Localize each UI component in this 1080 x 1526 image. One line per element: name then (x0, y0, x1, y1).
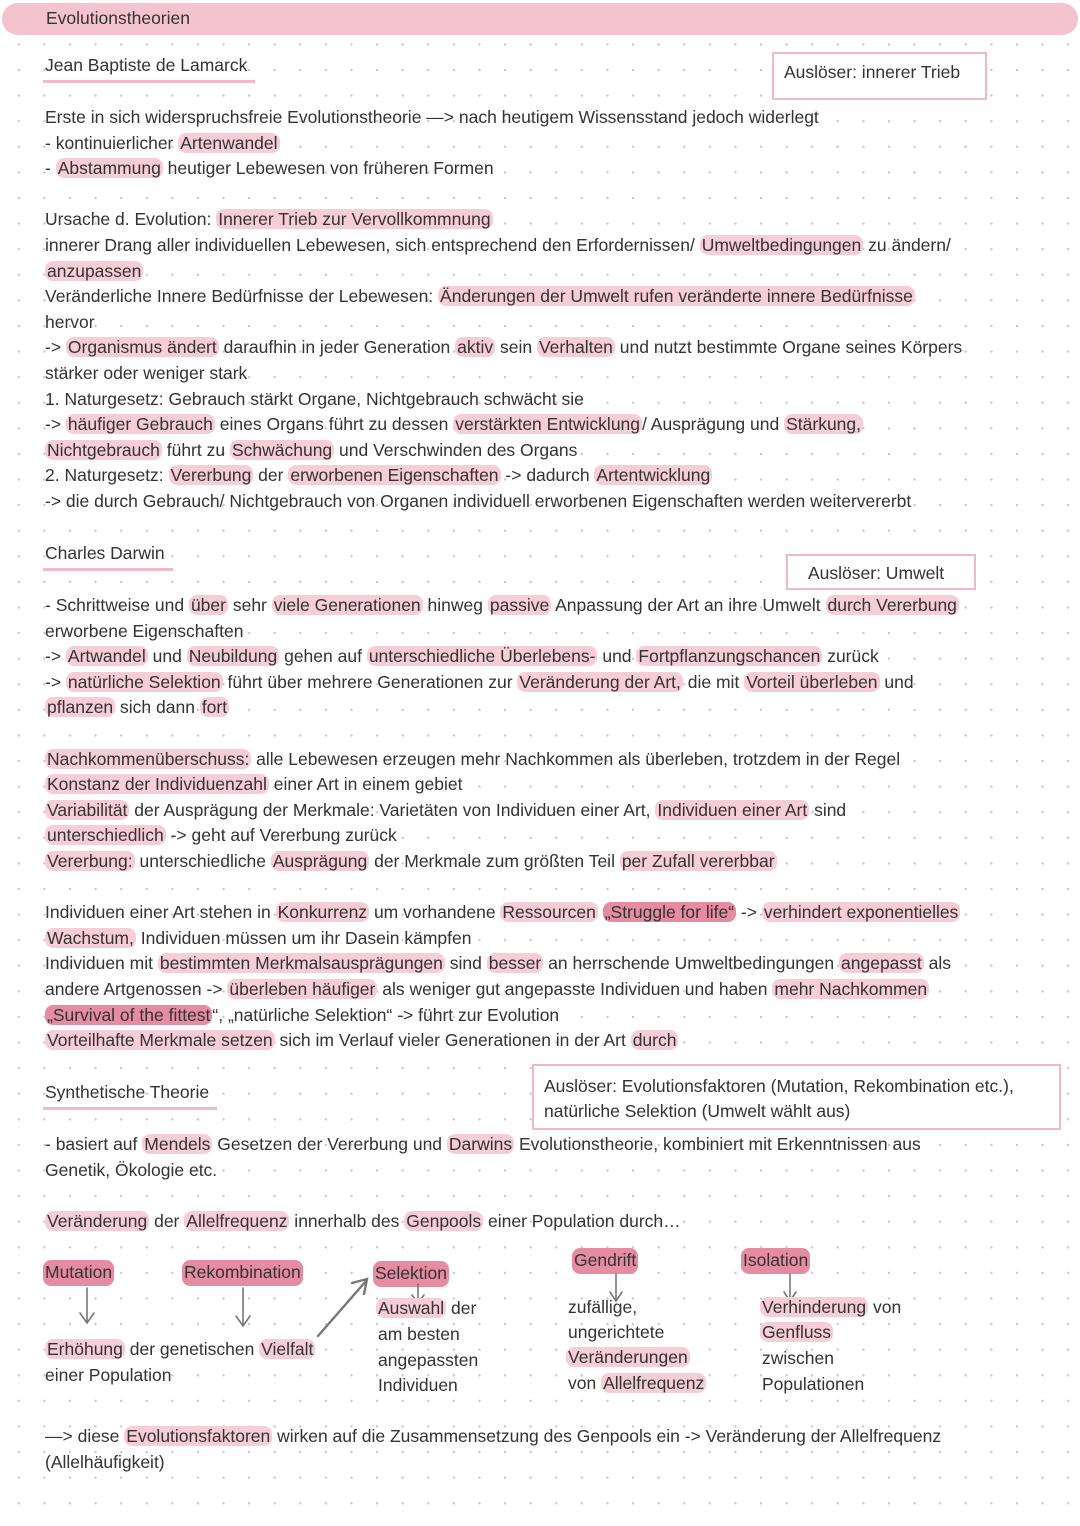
highlight: häufiger Gebrauch (67, 414, 213, 435)
text: Gesetzen der Vererbung und (212, 1134, 447, 1154)
text: als (923, 953, 952, 974)
text: - Schrittweise und (45, 595, 189, 615)
highlight: anzupassen (47, 260, 142, 281)
text: führt zu (161, 439, 230, 460)
highlight: Vielfalt (261, 1339, 314, 1359)
text: unterschiedliche (134, 850, 271, 871)
factor-mutation: Mutation (43, 1260, 114, 1286)
highlight: Schwächung (231, 439, 333, 460)
text: -> (45, 671, 66, 692)
highlight: Individuen einer Art (657, 799, 808, 820)
text: sich im Verlauf vieler Generationen in der Art (274, 1030, 631, 1051)
text: -> (736, 902, 762, 923)
highlight: aktiv (457, 337, 494, 358)
text: Individuen mit (45, 953, 158, 974)
text: Veränderliche Innere Bedürfnisse der Lebewesen: (45, 286, 439, 307)
text: innerer Drang aller individuellen Lebewesen, sich entsprechend den Erfordernissen/ (45, 234, 700, 255)
highlight: Vorteil überleben (746, 671, 878, 692)
highlight: verhindert exponentielles (763, 902, 959, 923)
text: der genetischen (124, 1339, 260, 1359)
sel-line3: angepassten (378, 1350, 479, 1370)
text: Genetik, Ökologie etc. (45, 1159, 218, 1180)
iso-line1 (760, 1295, 901, 1321)
text: und Verschwinden des Organs (334, 439, 578, 460)
highlight: Neubildung (188, 646, 278, 667)
text: der (149, 1210, 185, 1231)
highlight: passive (489, 595, 550, 615)
highlight: Abstammung (57, 158, 161, 179)
highlight: Allelfrequenz (186, 1210, 288, 1231)
gd-line2: ungerichtete (568, 1322, 665, 1342)
iso-line2 (760, 1320, 833, 1346)
text: - basiert auf (45, 1134, 143, 1154)
gd-line4 (568, 1371, 706, 1397)
synthetic-heading-text: Synthetische Theorie (45, 1082, 210, 1102)
highlight: Stärkung, (786, 414, 861, 435)
text: erworbene Eigenschaften (45, 620, 244, 641)
highlight: Fortpflanzungschancen (638, 646, 821, 667)
text: sehr (227, 595, 272, 615)
text: der (253, 465, 289, 486)
highlight: Artwandel (67, 646, 146, 667)
text: der (446, 1298, 477, 1318)
highlight: Allelfrequenz (603, 1373, 705, 1393)
text: gehen auf (279, 646, 367, 667)
text: - kontinuierlicher (45, 132, 179, 153)
highlight: Vererbung (170, 465, 252, 486)
highlight: Vererbung: (47, 850, 133, 871)
text: die mit (682, 671, 745, 692)
text: Ursache d. Evolution: (45, 209, 217, 230)
highlight: über (190, 595, 226, 615)
text: -> (45, 414, 66, 435)
highlight: durch Vererbung (827, 595, 957, 615)
text: - (45, 158, 56, 179)
factor-selektion: Selektion (373, 1261, 449, 1287)
text: sind (444, 953, 487, 974)
text: und (147, 646, 187, 667)
trigger-line: natürliche Selektion (Umwelt wählt aus) (544, 1101, 851, 1121)
highlight: Evolutionsfaktoren (126, 1426, 271, 1446)
highlight: überleben häufiger (229, 978, 376, 999)
text: innerhalb des (289, 1210, 405, 1231)
text: Individuen müssen um ihr Dasein kämpfen (135, 927, 472, 948)
text: und nutzt bestimmte Organe seines Körpers (614, 337, 963, 358)
text: eines Organs führt zu dessen (214, 414, 454, 435)
highlight: Darwins (448, 1134, 513, 1154)
lamarck-heading-text: Jean Baptiste de Lamarck (45, 55, 248, 75)
text: wirken auf die Zusammensetzung des Genpools ein -> Veränderung der Allelfrequenz (272, 1426, 942, 1446)
highlight: Änderungen der Umwelt rufen veränderte innere Bedürfnisse (440, 286, 913, 307)
text: stärker oder weniger stark (45, 362, 248, 383)
highlight: per Zufall vererbbar (621, 850, 775, 871)
text: “, „natürliche Selektion“ -> führt zur Evolution (212, 1004, 560, 1025)
text: -> (45, 646, 66, 667)
synthetic-conclusion (45, 1424, 1055, 1475)
text: alle Lebewesen erzeugen mehr Nachkommen als überleben, trotzdem in der Regel (251, 748, 901, 769)
factor-isolation: Isolation (741, 1248, 810, 1274)
sel-line1 (376, 1296, 476, 1322)
highlight: Verhalten (538, 337, 613, 358)
highlight: fort (201, 697, 228, 718)
text: —> diese (45, 1426, 125, 1446)
highlight: Genfluss (762, 1322, 832, 1342)
highlight: Veränderungen (568, 1347, 688, 1367)
text: sein (495, 337, 537, 358)
highlight: erworbenen Eigenschaften (290, 465, 499, 486)
text: der Ausprägung der Merkmale: Varietäten von Individuen einer Art, (129, 799, 656, 820)
highlight: Ressourcen (502, 902, 596, 923)
highlight: Umweltbedingungen (701, 234, 862, 255)
text: andere Artgenossen -> (45, 978, 228, 999)
highlight: natürliche Selektion (67, 671, 221, 692)
page-title: Evolutionstheorien (46, 8, 190, 28)
highlight: Vorteilhafte Merkmale setzen (47, 1030, 273, 1051)
highlight: unterschiedliche Überlebens- (368, 646, 596, 667)
text: zurück (822, 646, 879, 667)
text: 2. Naturgesetz: (45, 465, 169, 486)
text: einer Art in einem gebiet (268, 774, 463, 795)
text: -> dadurch (500, 465, 595, 486)
text: und (879, 671, 914, 692)
highlight: Veränderung der Art, (519, 671, 681, 692)
highlight: Wachstum, (47, 927, 134, 948)
text: (Allelhäufigkeit) (45, 1451, 165, 1472)
text: der Merkmale zum größten Teil (369, 850, 620, 871)
lamarck-trigger-text: Auslöser: innerer Trieb (784, 62, 961, 82)
text: sind (809, 799, 847, 820)
factor-rekombination: Rekombination (182, 1260, 303, 1286)
highlight: Artenwandel (180, 132, 278, 153)
mr-result-line1 (45, 1337, 315, 1363)
highlight: Erhöhung (47, 1339, 123, 1359)
text: -> (45, 337, 66, 358)
text: als weniger gut angepasste Individuen und haben (377, 978, 773, 999)
darwin-trigger-text: Auslöser: Umwelt (808, 563, 945, 583)
text: Evolutionstheorie, kombiniert mit Erkenntnissen aus (514, 1134, 921, 1154)
factor-gendrift: Gendrift (572, 1248, 638, 1274)
highlight: Organismus ändert (67, 337, 217, 358)
text: -> geht auf Vererbung zurück (165, 825, 397, 846)
text: daraufhin in jeder Generation (218, 337, 456, 358)
iso-line4: Populationen (762, 1374, 865, 1394)
strong-highlight: „Struggle for life“ (604, 902, 735, 923)
text: Individuen einer Art stehen in (45, 902, 276, 923)
text: einer Population durch… (483, 1210, 681, 1231)
trigger-line: Auslöser: Evolutionsfaktoren (Mutation, Rekombination etc.), (544, 1076, 1014, 1096)
highlight: Ausprägung (272, 850, 368, 871)
arrow-diagonal-icon (318, 1279, 367, 1336)
text: um vorhandene (369, 902, 501, 923)
darwin-heading-text: Charles Darwin (45, 543, 165, 563)
mr-result-line2: einer Population (45, 1365, 172, 1385)
sel-line4: Individuen (378, 1375, 458, 1395)
highlight: Variabilität (47, 799, 128, 820)
text: Anpassung der Art an ihre Umwelt (551, 595, 826, 615)
text: 1. Naturgesetz: Gebrauch stärkt Organe, Nichtgebrauch schwächt sie (45, 388, 584, 409)
highlight: Nichtgebrauch (47, 439, 160, 460)
highlight: viele Generationen (273, 595, 421, 615)
highlight: Auswahl (378, 1298, 445, 1318)
text: Erste in sich widerspruchsfreie Evolutionstheorie —> nach heutigem Wissensstand jedoch widerlegt (45, 107, 819, 127)
highlight: Konstanz der Individuenzahl (47, 774, 267, 795)
highlight: Veränderung (47, 1210, 148, 1231)
highlight: bestimmten Merkmalsausprägungen (159, 953, 443, 974)
highlight: angepasst (841, 953, 922, 974)
highlight: Mendels (144, 1134, 211, 1154)
highlight: Nachkommenüberschuss: (47, 748, 250, 769)
highlight: mehr Nachkommen (774, 978, 928, 999)
strong-highlight: „Survival of the fittest (47, 1004, 211, 1025)
text: führt über mehrere Generationen zur (222, 671, 518, 692)
highlight: Innerer Trieb zur Vervollkommnung (218, 209, 491, 230)
text-line (45, 1450, 1055, 1476)
text-line (45, 1424, 1055, 1450)
highlight: Verhinderung (762, 1297, 867, 1317)
gd-line1: zufällige, (568, 1297, 638, 1317)
text: heutiger Lebewesen von früheren Formen (162, 158, 494, 179)
text: an herrschende Umweltbedingungen (543, 953, 840, 974)
text: -> die durch Gebrauch/ Nichtgebrauch von Organen individuell erworbenen Eigenschaften werden weitervererbt (45, 490, 912, 511)
text: hinweg (422, 595, 488, 615)
text: von (568, 1373, 602, 1393)
sel-line2: am besten (378, 1324, 460, 1344)
highlight: Artentwicklung (596, 465, 711, 486)
text: hervor (45, 311, 95, 332)
highlight: besser (488, 953, 542, 974)
highlight: verstärkten Entwicklung (455, 414, 641, 435)
text: von (868, 1297, 902, 1317)
text: / Ausprägung und (642, 414, 785, 435)
highlight: unterschiedlich (47, 825, 164, 846)
highlight: pflanzen (47, 697, 114, 718)
highlight: durch (632, 1030, 677, 1051)
text: sich dann (115, 697, 200, 718)
text: und (597, 646, 637, 667)
arrow-down-icon (236, 1288, 250, 1326)
highlight: Konkurrenz (277, 902, 368, 923)
iso-line3: zwischen (762, 1348, 834, 1368)
highlight: Genpools (406, 1210, 482, 1231)
text: zu ändern/ (863, 234, 951, 255)
arrow-down-icon (80, 1288, 94, 1323)
gd-line3 (566, 1345, 690, 1371)
